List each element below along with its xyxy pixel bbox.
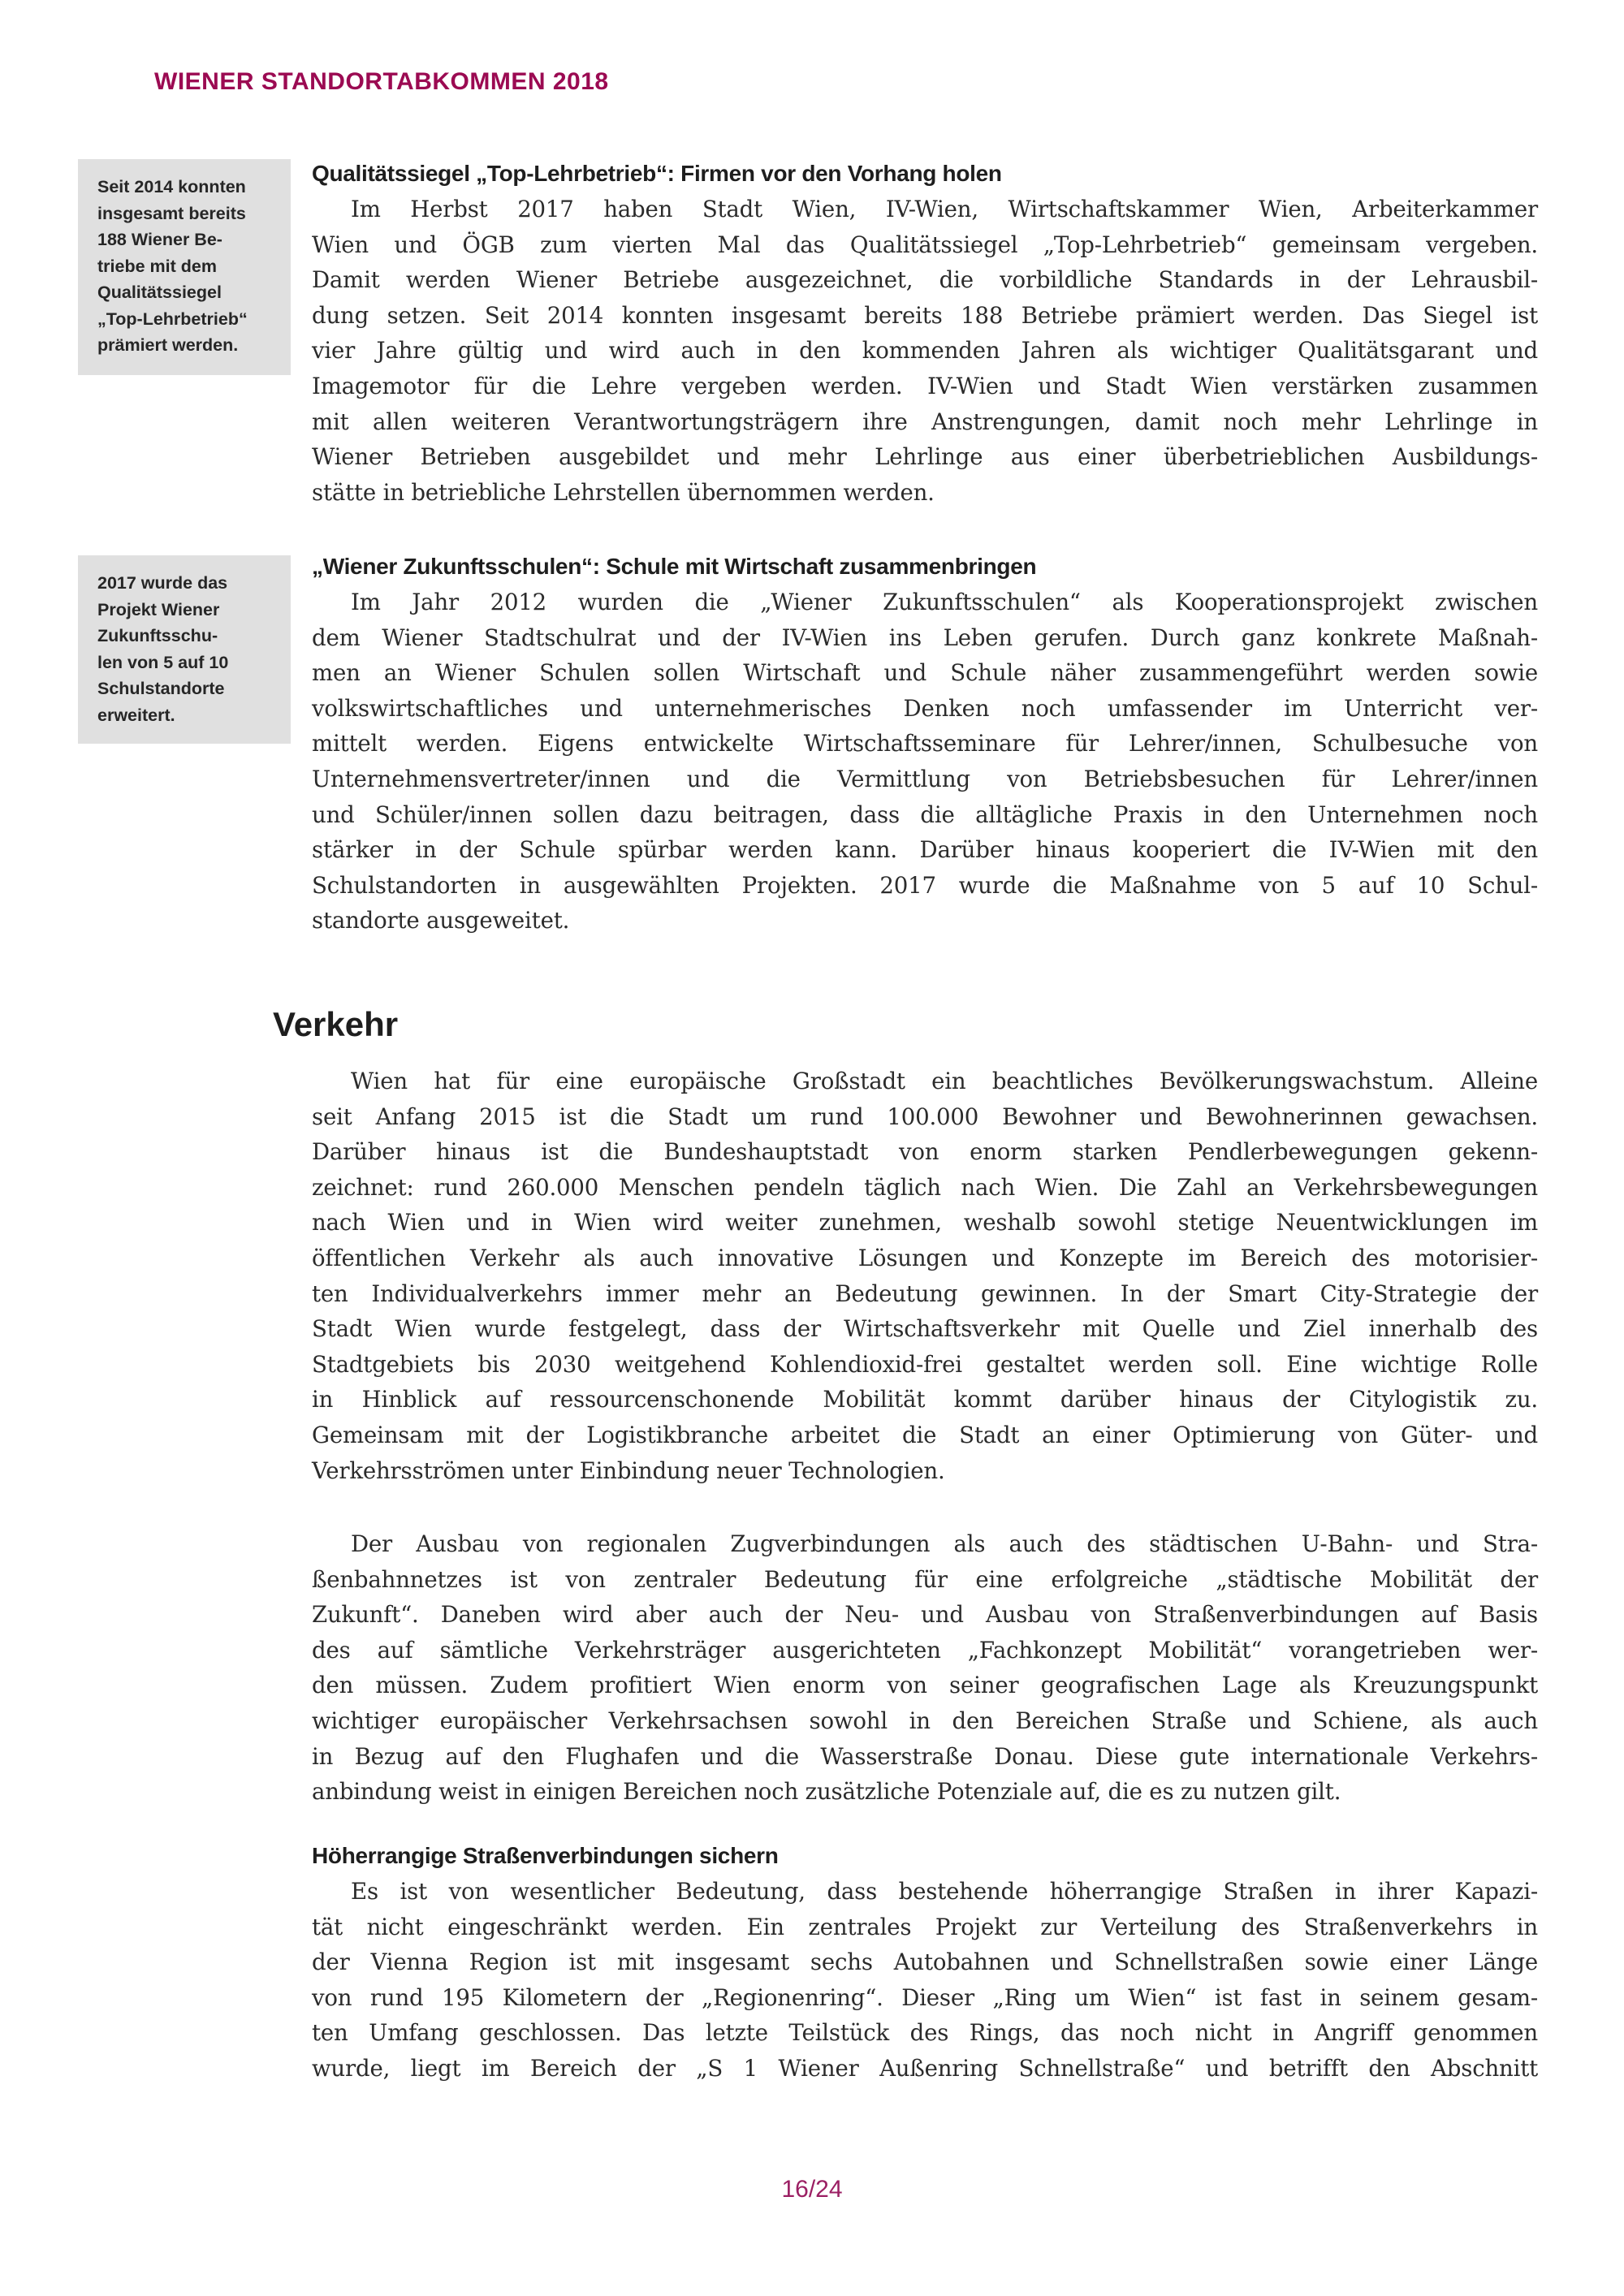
text-line: vier Jahre gültig und wird auch in den kommenden Jahren als wichtiger Qualitätsgarant und [312, 337, 1538, 365]
text-line: dung setzen. Seit 2014 konnten insgesamt bereits 188 Betriebe prämiert werden. Das Siegel ist [312, 301, 1538, 329]
paragraph [312, 1874, 1538, 2087]
text-line: ten Individualverkehrs immer mehr an Bedeutung gewinnen. In der Smart City-Strategie der [312, 1280, 1538, 1307]
text-line: Im Herbst 2017 haben Stadt Wien, IV-Wien, Wirtschaftskammer Wien, Arbeiterkammer [351, 196, 1538, 222]
text-line: mit allen weiteren Verantwortungsträgern ihre Anstrengungen, damit noch mehr Lehrlinge in [312, 408, 1538, 435]
paragraph [312, 192, 1538, 510]
text-line: seit Anfang 2015 ist die Stadt um rund 100.000 Bewohner und Bewohnerinnen gewachsen. [312, 1103, 1538, 1130]
text-line: öffentlichen Verkehr als auch innovative Lösungen und Konzepte im Bereich des motorisier- [312, 1244, 1538, 1271]
paragraph [312, 1064, 1538, 1488]
text-line: mittelt werden. Eigens entwickelte Wirtschaftsseminare für Lehrer/innen, Schulbesuche von [312, 730, 1538, 757]
verkehr-paragraph-1 [312, 1064, 1538, 1488]
text-line: Im Jahr 2012 wurden die „Wiener Zukunftsschulen“ als Kooperationsprojekt zwischen [351, 589, 1538, 615]
sidebar-note-top-lehrbetrieb [78, 159, 291, 375]
text-line: nach Wien und in Wien wird weiter zunehmen, weshalb sowohl stetige Neuentwicklungen im [312, 1209, 1538, 1236]
section-heading: Qualitätssiegel „Top-Lehrbetrieb“: Firmen vor den Vorhang holen [312, 161, 1002, 186]
text-line: Zukunft“. Daneben wird aber auch der Neu- und Ausbau von Straßenverbindungen auf Basis [312, 1601, 1538, 1629]
text-line: wurde, liegt im Bereich der „S 1 Wiener Außenring Schnellstraße“ und betrifft den Abschnitt [312, 2054, 1538, 2082]
sidebar-note-line: prämiert werden. [97, 335, 239, 355]
text-line: in Bezug auf den Flughafen und die Wasserstraße Donau. Diese gute internationale Verkehrs- [312, 1742, 1538, 1770]
sidebar-note-line: Schulstandorte [97, 679, 225, 698]
text-line: tät nicht eingeschränkt werden. Ein zentrales Projekt zur Verteilung des Straßenverkehrs in [312, 1913, 1538, 1940]
sidebar-note-line: Seit 2014 konnten [97, 177, 246, 196]
section-heading: Höherrangige Straßenverbindungen sichern [312, 1843, 779, 1868]
section-heading: „Wiener Zukunftsschulen“: Schule mit Wirtschaft zusammenbringen [312, 554, 1037, 579]
text-line: ten Umfang geschlossen. Das letzte Teilstück des Rings, das noch nicht in Angriff genommen [312, 2019, 1538, 2047]
text-line: der Vienna Region ist mit insgesamt sechs Autobahnen und Schnellstraßen sowie einer Länge [312, 1949, 1538, 1976]
text-line: Wien und ÖGB zum vierten Mal das Qualitätssiegel „Top-Lehrbetrieb“ gemeinsam vergeben. [312, 231, 1538, 258]
sidebar-note-line: insgesamt bereits [97, 203, 246, 223]
text-line: men an Wiener Schulen sollen Wirtschaft und Schule näher zusammengeführt werden sowie [312, 659, 1538, 687]
section-zukunftsschulen [312, 549, 1538, 939]
text-line: standorte ausgeweitet. [312, 907, 570, 934]
chapter-heading-verkehr: Verkehr [273, 1005, 399, 1043]
text-line: Stadt Wien wurde festgelegt, dass der Wirtschaftsverkehr mit Quelle und Ziel innerhalb des [312, 1315, 1538, 1343]
text-line: volkswirtschaftliches und unternehmerisches Denken noch umfassender im Unterricht ver- [312, 694, 1538, 722]
text-line: dem Wiener Stadtschulrat und der IV-Wien ins Leben gerufen. Durch ganz konkrete Maßnah- [312, 624, 1538, 651]
text-line: Verkehrsströmen unter Einbindung neuer Technologien. [312, 1457, 945, 1484]
sidebar-note-line: „Top-Lehrbetrieb“ [97, 309, 248, 329]
text-line: Stadtgebiets bis 2030 weitgehend Kohlendioxid-frei gestaltet werden soll. Eine wichtige Rolle [312, 1350, 1538, 1378]
text-line: Gemeinsam mit der Logistikbranche arbeitet die Stadt an einer Optimierung von Güter- und [312, 1421, 1538, 1448]
verkehr-paragraph-2 [312, 1526, 1538, 1810]
sidebar-note-line: 188 Wiener Be- [97, 230, 222, 249]
text-line: Wien hat für eine europäische Großstadt ein beachtliches Bevölkerungswachstum. Alleine [351, 1068, 1538, 1094]
sidebar-note-line: erweitert. [97, 705, 175, 725]
sidebar-note-line: Qualitätssiegel [97, 283, 222, 302]
text-line: Schulstandorten in ausgewählten Projekten. 2017 wurde die Maßnahme von 5 auf 10 Schul- [312, 871, 1538, 899]
text-line: ßenbahnnetzes ist von zentraler Bedeutung für eine erfolgreiche „städtische Mobilität der [312, 1565, 1538, 1593]
text-line: zeichnet: rund 260.000 Menschen pendeln täglich nach Wien. Die Zahl an Verkehrsbewegungen [312, 1173, 1538, 1201]
section-top-lehrbetrieb [312, 156, 1538, 510]
text-line: Imagemotor für die Lehre vergeben werden. IV-Wien und Stadt Wien verstärken zusammen [312, 372, 1538, 399]
section-strassenverbindungen [312, 1838, 1538, 2087]
text-line: Der Ausbau von regionalen Zugverbindungen als auch des städtischen U-Bahn- und Stra- [351, 1530, 1538, 1557]
sidebar-note-zukunftsschulen [78, 555, 291, 744]
text-line: und Schüler/innen sollen dazu beitragen, dass die alltägliche Praxis in den Unternehmen noch [312, 801, 1538, 828]
text-line: Damit werden Wiener Betriebe ausgezeichnet, die vorbildliche Standards in der Lehrausbil- [312, 266, 1538, 294]
text-line: des auf sämtliche Verkehrsträger ausgerichteten „Fachkonzept Mobilität“ vorangetrieben wer- [312, 1636, 1538, 1664]
paragraph [312, 1526, 1538, 1810]
text-line: stätte in betriebliche Lehrstellen übernommen werden. [312, 478, 935, 506]
page-number: 16/24 [781, 2176, 843, 2203]
sidebar-note-line: len von 5 auf 10 [97, 652, 229, 672]
text-line: anbindung weist in einigen Bereichen noch zusätzliche Potenziale auf, die es zu nutzen gilt. [312, 1778, 1341, 1806]
text-line: Wiener Betrieben ausgebildet und mehr Lehrlinge aus einer überbetrieblichen Ausbildungs- [312, 443, 1538, 471]
text-line: stärker in der Schule spürbar werden kann. Darüber hinaus kooperiert die IV-Wien mit den [312, 836, 1538, 864]
text-line: Es ist von wesentlicher Bedeutung, dass bestehende höherrangige Straßen in ihrer Kapazi- [351, 1878, 1538, 1905]
document-header-title: WIENER STANDORTABKOMMEN 2018 [154, 68, 609, 95]
sidebar-note-line: Projekt Wiener [97, 599, 220, 619]
text-line: Unternehmensvertreter/innen und die Vermittlung von Betriebsbesuchen für Lehrer/innen [312, 765, 1538, 792]
text-line: wichtiger europäischer Verkehrsachsen sowohl in den Bereichen Straße und Schiene, als auch [312, 1707, 1538, 1734]
sidebar-note-line: 2017 wurde das [97, 573, 228, 593]
text-line: von rund 195 Kilometern der „Regionenring“. Dieser „Ring um Wien“ ist fast in seinem gesam- [312, 1983, 1538, 2011]
text-line: in Hinblick auf ressourcenschonende Mobilität kommt darüber hinaus der Citylogistik zu. [312, 1386, 1538, 1413]
text-line: Darüber hinaus ist die Bundeshauptstadt von enorm starken Pendlerbewegungen gekenn- [312, 1138, 1538, 1166]
paragraph [312, 585, 1538, 939]
sidebar-note-line: triebe mit dem [97, 256, 217, 276]
sidebar-note-line: Zukunftsschu- [97, 626, 218, 645]
text-line: den müssen. Zudem profitiert Wien enorm von seiner geografischen Lage als Kreuzungspunkt [312, 1672, 1538, 1699]
